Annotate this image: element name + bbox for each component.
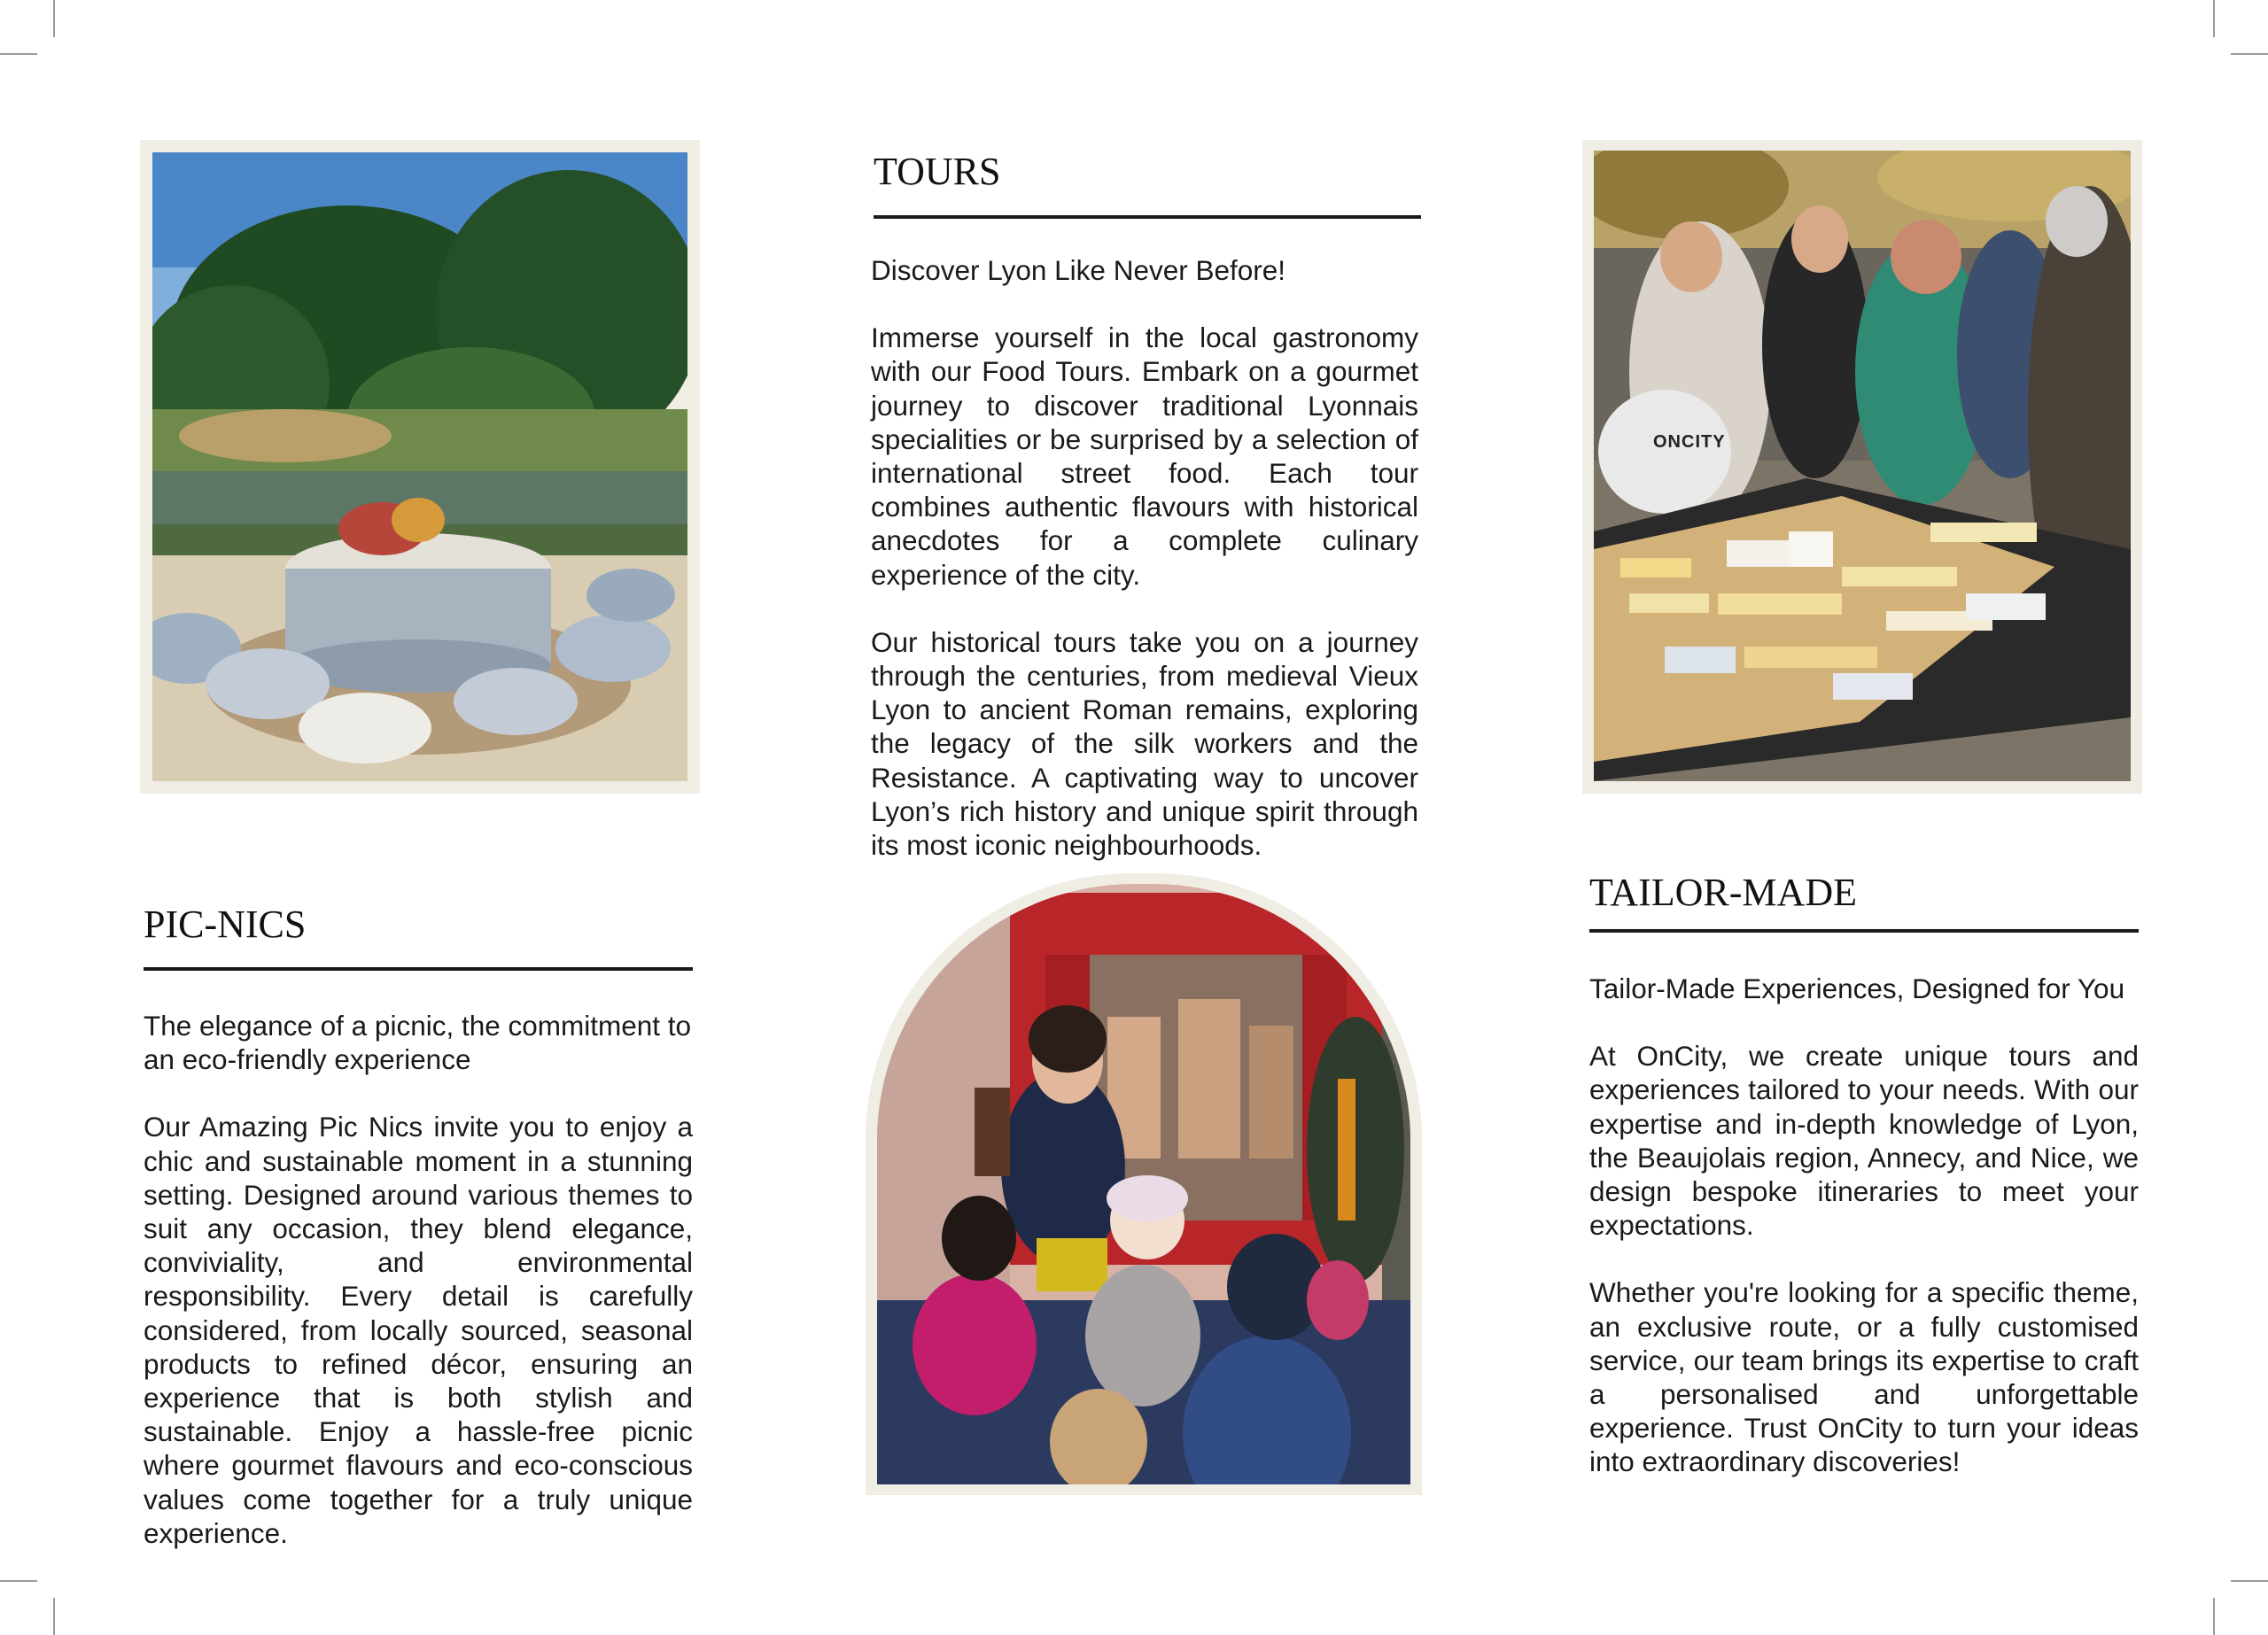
tailor-lead: Tailor-Made Experiences, Designed for You (1589, 972, 2125, 1004)
tote-bag-logo-text: ONCITY (1653, 432, 1726, 452)
crop-mark (53, 1598, 55, 1635)
picnics-heading-rule (144, 967, 693, 971)
crop-mark (0, 1580, 37, 1582)
picnic-photo (152, 152, 687, 781)
tailor-paragraph-custom: Whether you're looking for a specific theme, an exclusive route, or a fully customised service, our team brings its expertise to craft a personalised and unforgettable experience. Trust OnCity to turn your ideas into extraordinary discoveries! (1589, 1276, 2139, 1478)
tailor-body (1589, 972, 2139, 1479)
crop-mark (2213, 1598, 2215, 1635)
tailor-heading: TAILOR-MADE (1589, 871, 1857, 914)
cheese-photo (1594, 151, 2131, 781)
tours-body (871, 253, 1418, 862)
picnics-heading: PIC-NICS (144, 903, 307, 946)
tours-heading-rule (874, 215, 1421, 219)
picnics-paragraph: Our Amazing Pic Nics invite you to enjoy a chic and sustainable moment in a stunning setting. Designed around various themes to suit any occasion, they blend elegance, conviviality, and environmental responsibility. Every detail is carefully considered, from locally sourced, seasonal products to refined décor, ensuring an experience that is both stylish and sustainable. Enjoy a hassle-free picnic where gourmet flavours and eco-conscious values come together for a truly unique experience. (144, 1111, 693, 1549)
crop-mark (2213, 0, 2215, 37)
crop-mark (2231, 1580, 2268, 1582)
picnics-lead: The elegance of a picnic, the commitment to an eco-friendly experience (144, 1010, 692, 1076)
tours-paragraph-history: Our historical tours take you on a journey through the centuries, from medieval Vieux Lyon to ancient Roman remains, exploring the legacy of the silk workers and the Resistance. A captivating way to uncover Lyon’s rich history and unique spirit through its most iconic neighbourhoods. (871, 625, 1418, 862)
crop-mark (0, 53, 37, 55)
tailor-heading-rule (1589, 929, 2139, 933)
crop-mark (53, 0, 55, 37)
tours-lead: Discover Lyon Like Never Before! (871, 254, 1286, 286)
crop-mark (2231, 53, 2268, 55)
tailor-paragraph-intro: At OnCity, we create unique tours and experiences tailored to your needs. With our expertise and in-depth knowledge of Lyon, the Beaujolais region, Annecy, and Nice, we design bespoke itineraries to meet your expectations. (1589, 1040, 2139, 1242)
tours-paragraph-food: Immerse yourself in the local gastronomy with our Food Tours. Embark on a gourmet journey to discover traditional Lyonnais specialities or be surprised by a selection of international street food. Each tour combines authentic flavours with historical anecdotes for a complete culinary experience of the city. (871, 322, 1418, 591)
picnics-body (144, 1009, 693, 1550)
tours-arch-photo (877, 884, 1410, 1484)
tours-heading: TOURS (874, 150, 1001, 193)
